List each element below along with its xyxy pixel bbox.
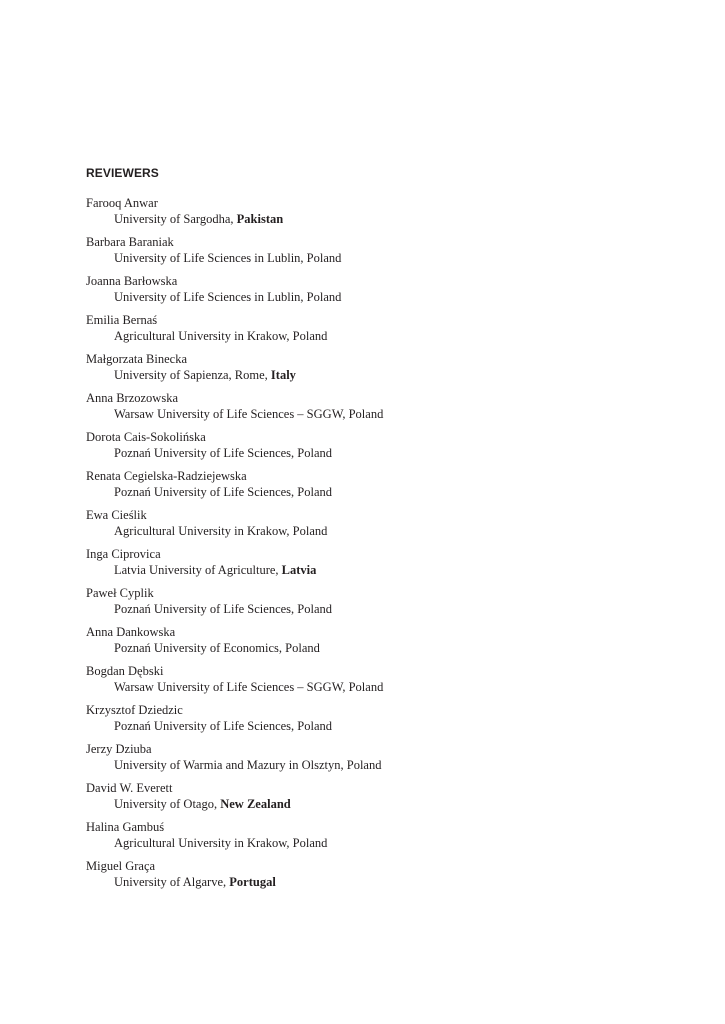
reviewer-affiliation-line	[86, 797, 686, 813]
reviewer-entry	[86, 430, 686, 469]
reviewer-country: Poland	[348, 406, 384, 421]
reviewer-affiliation-line	[86, 212, 686, 228]
reviewer-country-foreign: Latvia	[281, 562, 317, 577]
reviewer-affiliation-line	[86, 329, 686, 345]
reviewer-affiliation-line	[86, 680, 686, 696]
reviewer-institution: University of Life Sciences in Lublin,	[114, 289, 307, 304]
reviewer-name: Ewa Cieślik	[86, 508, 147, 522]
reviewer-affiliation-line	[86, 446, 686, 462]
reviewer-affiliation-line	[86, 407, 686, 423]
reviewer-country: Poland	[292, 523, 328, 538]
reviewer-country: Poland	[297, 601, 333, 616]
reviewer-name: Emilia Bernaś	[86, 313, 158, 327]
reviewer-affiliation-line	[86, 875, 686, 891]
reviewer-name: Joanna Barłowska	[86, 274, 178, 288]
reviewer-country: Poland	[292, 328, 328, 343]
reviewer-entry	[86, 274, 686, 313]
reviewer-entry	[86, 352, 686, 391]
reviewer-affiliation-line	[86, 290, 686, 306]
reviewer-name: Anna Dankowska	[86, 625, 176, 639]
reviewer-country: Poland	[306, 250, 342, 265]
reviewer-name: Paweł Cyplik	[86, 586, 154, 600]
reviewer-affiliation-line	[86, 251, 686, 267]
reviewer-name: Barbara Baraniak	[86, 235, 174, 249]
reviewer-affiliation-line	[86, 368, 686, 384]
reviewer-country: Poland	[297, 718, 333, 733]
reviewer-institution: University of Life Sciences in Lublin,	[114, 250, 307, 265]
reviewer-institution: University of Algarve,	[114, 874, 230, 889]
reviewer-entry	[86, 196, 686, 235]
reviewer-name: Farooq Anwar	[86, 196, 158, 210]
reviewer-affiliation-line	[86, 485, 686, 501]
reviewer-institution: Poznań University of Economics,	[114, 640, 286, 655]
reviewer-name: Inga Ciprovica	[86, 547, 161, 561]
reviewer-name: Małgorzata Binecka	[86, 352, 187, 366]
reviewer-institution: University of Warmia and Mazury in Olsztyn,	[114, 757, 347, 772]
reviewer-country: Poland	[297, 484, 333, 499]
reviewer-country-foreign: Portugal	[229, 874, 276, 889]
reviewer-entry	[86, 508, 686, 547]
reviewer-institution: University of Sapienza, Rome,	[114, 367, 271, 382]
reviewer-country-foreign: Italy	[270, 367, 296, 382]
reviewer-affiliation-line	[86, 719, 686, 735]
reviewer-country: Poland	[348, 679, 384, 694]
reviewer-name: Miguel Graça	[86, 859, 156, 873]
reviewer-institution: Poznań University of Life Sciences,	[114, 718, 298, 733]
reviewer-entry	[86, 391, 686, 430]
reviewer-name: David W. Everett	[86, 781, 173, 795]
reviewer-entry	[86, 547, 686, 586]
reviewer-country: Poland	[346, 757, 382, 772]
reviewer-entry	[86, 313, 686, 352]
reviewer-institution: Poznań University of Life Sciences,	[114, 601, 298, 616]
reviewer-entry	[86, 586, 686, 625]
reviewer-name: Halina Gambuś	[86, 820, 165, 834]
reviewer-entry	[86, 703, 686, 742]
reviewer-institution: Warsaw University of Life Sciences – SGGW,	[114, 406, 349, 421]
reviewer-affiliation-line	[86, 836, 686, 852]
reviewer-institution: Poznań University of Life Sciences,	[114, 484, 298, 499]
reviewer-name: Jerzy Dziuba	[86, 742, 152, 756]
reviewer-institution: Agricultural University in Krakow,	[114, 835, 293, 850]
reviewer-entry	[86, 469, 686, 508]
reviewer-name: Krzysztof Dziedzic	[86, 703, 183, 717]
reviewer-affiliation-line	[86, 758, 686, 774]
reviewer-affiliation-line	[86, 524, 686, 540]
reviewer-entry	[86, 859, 686, 898]
reviewer-institution: University of Sargodha,	[114, 211, 237, 226]
reviewer-institution: Poznań University of Life Sciences,	[114, 445, 298, 460]
reviewer-entry	[86, 625, 686, 664]
section-heading: REVIEWERS	[86, 166, 159, 180]
reviewer-entry	[86, 664, 686, 703]
reviewer-institution: Warsaw University of Life Sciences – SGGW,	[114, 679, 349, 694]
reviewer-name: Dorota Cais-Sokolińska	[86, 430, 206, 444]
reviewer-country: Poland	[285, 640, 320, 655]
reviewer-entry	[86, 742, 686, 781]
reviewer-list	[86, 196, 686, 898]
reviewer-institution: University of Otago,	[114, 796, 221, 811]
reviewer-institution: Agricultural University in Krakow,	[114, 328, 293, 343]
reviewer-country: Poland	[292, 835, 328, 850]
reviewer-entry	[86, 820, 686, 859]
reviewer-affiliation-line	[86, 602, 686, 618]
reviewer-country: Poland	[306, 289, 342, 304]
reviewer-affiliation-line	[86, 563, 686, 579]
reviewer-country-foreign: New Zealand	[220, 796, 291, 811]
reviewer-entry	[86, 781, 686, 820]
reviewer-name: Anna Brzozowska	[86, 391, 178, 405]
reviewer-affiliation-line	[86, 641, 686, 657]
reviewer-entry	[86, 235, 686, 274]
reviewer-name: Renata Cegielska-Radziejewska	[86, 469, 247, 483]
reviewer-country: Poland	[297, 445, 333, 460]
reviewer-name: Bogdan Dębski	[86, 664, 164, 678]
reviewer-institution: Latvia University of Agriculture,	[114, 562, 282, 577]
reviewer-country-foreign: Pakistan	[236, 211, 284, 226]
reviewer-institution: Agricultural University in Krakow,	[114, 523, 293, 538]
